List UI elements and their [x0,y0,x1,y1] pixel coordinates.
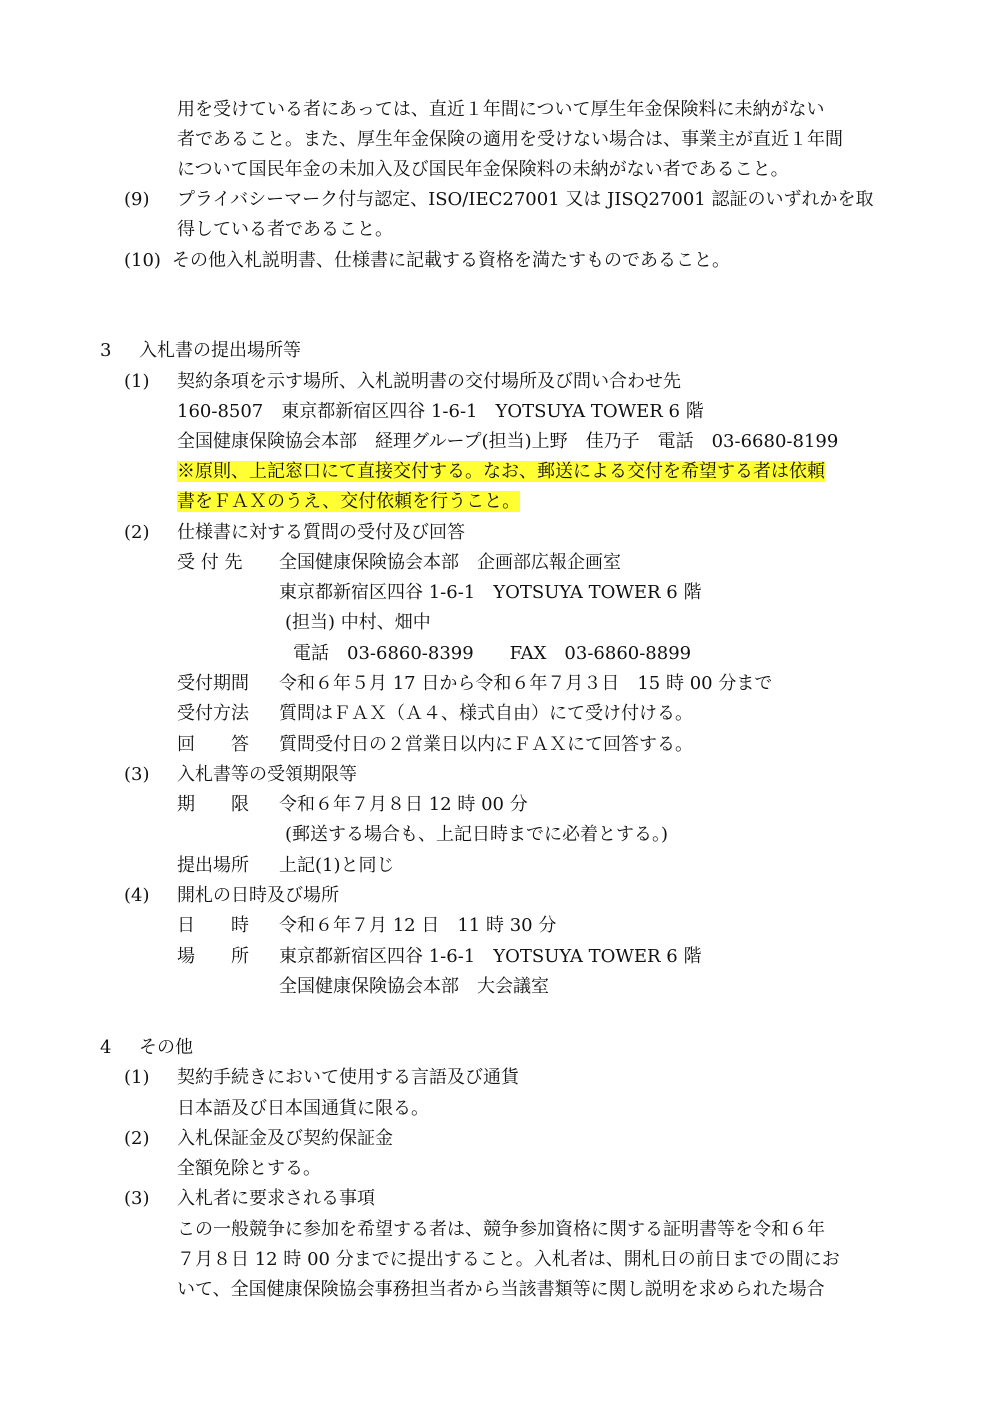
item-title: 仕様書に対する質問の受付及び回答 [177,522,465,543]
row-key: 日 時 [177,915,249,936]
paragraph-line: プライバシーマーク付与認定、ISO/IEC27001 又は JISQ27001 認証のいずれかを取 [177,189,874,210]
item-number: (2) [124,1128,150,1149]
row-value: 全国健康保険協会本部 大会議室 [279,976,549,997]
item-title: 入札者に要求される事項 [177,1188,375,1209]
row-key: 受 付 先 [177,552,243,573]
section-number: 3 [100,340,112,361]
paragraph-line: その他入札説明書、仕様書に記載する資格を満たすものであること。 [172,250,730,271]
item-number: (10) [124,250,161,271]
row-value: (郵送する場合も、上記日時までに必着とする。) [285,824,669,845]
item-number: (3) [124,1188,150,1209]
row-value: 質問受付日の２営業日以内にＦＡＸにて回答する。 [279,734,693,755]
paragraph-line: 全額免除とする。 [177,1158,321,1179]
row-value: 令和６年７月８日 12 時 00 分 [279,794,528,815]
row-value: 電話 03-6860-8399 FAX 03-6860-8899 [293,643,692,664]
item-number: (2) [124,522,150,543]
row-key: 場 所 [177,946,249,967]
paragraph-line: ７月８日 12 時 00 分までに提出すること。入札者は、開札日の前日までの間にお [177,1249,840,1270]
row-value: 全国健康保険協会本部 企画部広報企画室 [279,552,621,573]
row-value: 東京都新宿区四谷 1-6-1 YOTSUYA TOWER 6 階 [279,946,702,967]
row-value: 令和６年７月 12 日 11 時 30 分 [279,915,557,936]
item-number: (1) [124,371,150,392]
row-value: (担当) 中村、畑中 [285,612,431,633]
paragraph-line: この一般競争に参加を希望する者は、競争参加資格に関する証明書等を令和６年 [177,1219,825,1240]
section-title: 入札書の提出場所等 [139,340,301,361]
row-key: 受付方法 [177,703,249,724]
highlighted-note [177,460,825,484]
item-title: 契約条項を示す場所、入札説明書の交付場所及び問い合わせ先 [177,371,681,392]
item-title: 入札保証金及び契約保証金 [177,1128,393,1149]
section-title: その他 [139,1037,193,1058]
row-value: 令和６年５月 17 日から令和６年７月３日 15 時 00 分まで [279,673,773,694]
item-number: (3) [124,764,150,785]
item-title: 契約手続きにおいて使用する言語及び通貨 [177,1067,519,1088]
section-number: 4 [100,1037,112,1058]
row-key: 提出場所 [177,855,249,876]
row-value: 上記(1)と同じ [279,855,395,876]
row-key: 受付期間 [177,673,249,694]
row-value: 東京都新宿区四谷 1-6-1 YOTSUYA TOWER 6 階 [279,582,702,603]
row-key: 回 答 [177,734,249,755]
row-key: 期 限 [177,794,249,815]
paragraph-line: について国民年金の未加入及び国民年金保険料の未納がない者であること。 [177,159,789,180]
paragraph-line: 者であること。また、厚生年金保険の適用を受けない場合は、事業主が直近１年間 [177,129,843,150]
address-line: 160-8507 東京都新宿区四谷 1-6-1 YOTSUYA TOWER 6 階 [177,401,704,422]
item-title: 入札書等の受領期限等 [177,764,357,785]
paragraph-line: 得している者であること。 [177,219,393,240]
item-number: (4) [124,885,150,906]
highlighted-note [177,490,520,514]
item-number: (9) [124,189,150,210]
contact-line: 全国健康保険協会本部 経理グループ(担当)上野 佳乃子 電話 03-6680-8199 [177,431,839,452]
item-number: (1) [124,1067,150,1088]
highlighted-text: ※原則、上記窓口にて直接交付する。なお、郵送による交付を希望する者は依頼 [177,461,825,482]
highlighted-text: 書をＦＡＸのうえ、交付依頼を行うこと。 [177,491,521,512]
paragraph-line: 日本語及び日本国通貨に限る。 [177,1098,429,1119]
paragraph-line: 用を受けている者にあっては、直近１年間について厚生年金保険料に未納がない [177,99,825,120]
paragraph-line: いて、全国健康保険協会事務担当者から当該書類等に関し説明を求められた場合 [177,1279,825,1300]
row-value: 質問はＦＡＸ（Ａ４、様式自由）にて受け付ける。 [279,703,693,724]
item-title: 開札の日時及び場所 [177,885,339,906]
